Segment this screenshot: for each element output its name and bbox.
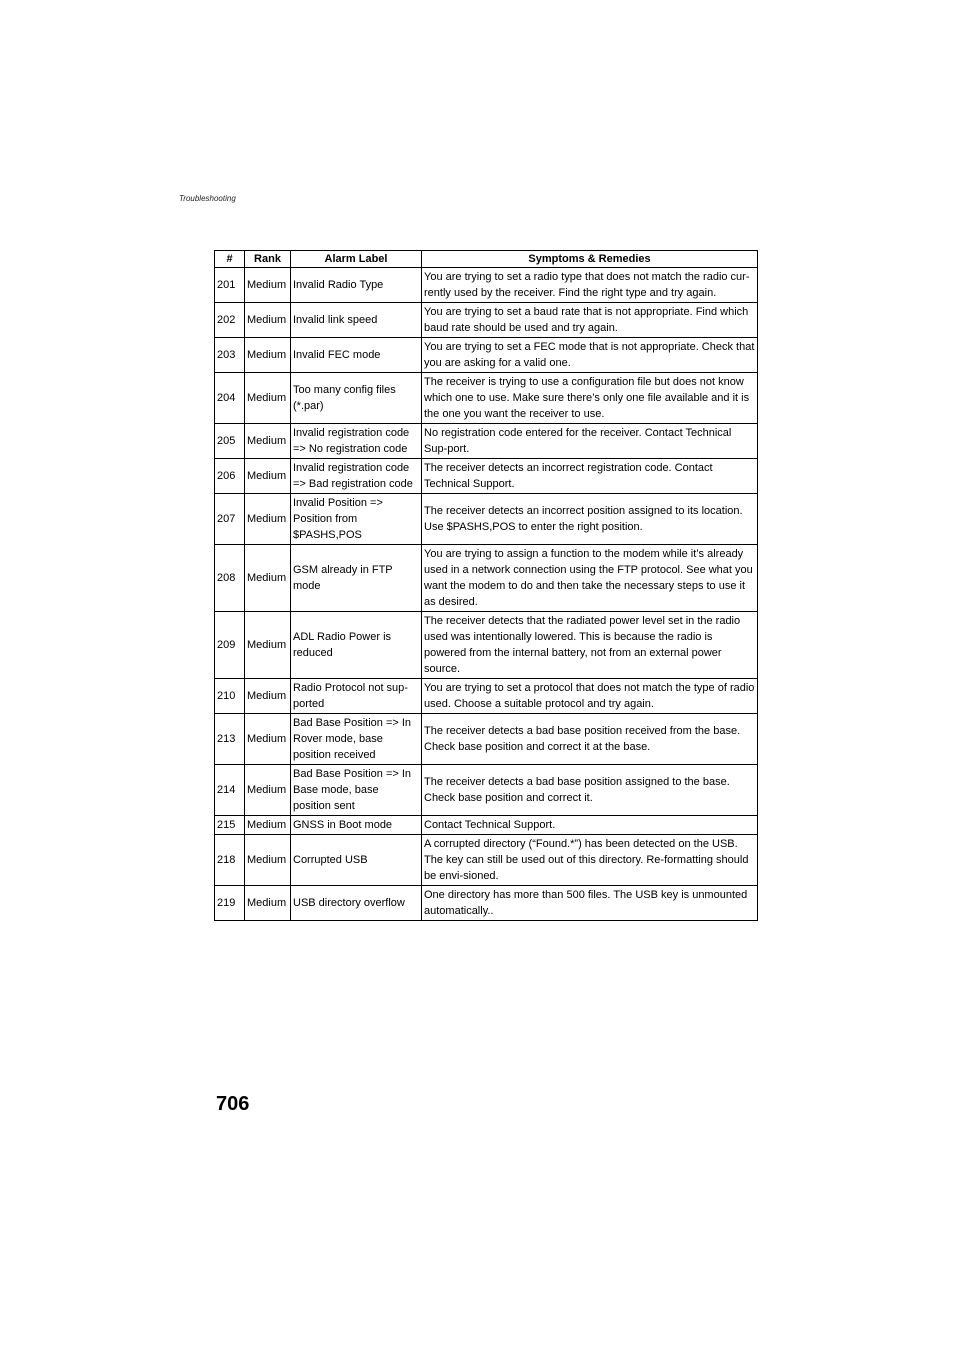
- alarm-label: Corrupted USB: [291, 835, 422, 886]
- alarm-rank: Medium: [245, 714, 291, 765]
- alarm-label: Too many config files (*.par): [291, 373, 422, 424]
- table-row: [215, 338, 758, 373]
- alarm-number: 214: [215, 765, 245, 816]
- table-row: [215, 765, 758, 816]
- alarm-rank: Medium: [245, 303, 291, 338]
- alarm-label: GNSS in Boot mode: [291, 816, 422, 835]
- alarm-rank: Medium: [245, 424, 291, 459]
- table-row: [215, 494, 758, 545]
- column-header-num: #: [215, 251, 245, 268]
- table-row: [215, 679, 758, 714]
- alarm-number: 208: [215, 545, 245, 612]
- table-row: [215, 373, 758, 424]
- alarm-rank: Medium: [245, 816, 291, 835]
- alarm-rank: Medium: [245, 886, 291, 921]
- alarm-label: Radio Protocol not sup-ported: [291, 679, 422, 714]
- alarm-rank: Medium: [245, 494, 291, 545]
- alarm-number: 201: [215, 268, 245, 303]
- table-row: [215, 612, 758, 679]
- alarm-label: Invalid Position => Position from $PASHS,POS: [291, 494, 422, 545]
- alarm-symptoms: You are trying to set a baud rate that is not appropriate. Find which baud rate should be used and try again.: [422, 303, 758, 338]
- alarm-symptoms: Contact Technical Support.: [422, 816, 758, 835]
- table-row: [215, 424, 758, 459]
- alarm-number: 207: [215, 494, 245, 545]
- alarm-label: Invalid FEC mode: [291, 338, 422, 373]
- alarm-symptoms: The receiver detects a bad base position received from the base. Check base position and correct it at the base.: [422, 714, 758, 765]
- page-number: 706: [216, 1093, 250, 1115]
- alarm-number: 215: [215, 816, 245, 835]
- alarm-number: 213: [215, 714, 245, 765]
- alarm-rank: Medium: [245, 679, 291, 714]
- table-row: [215, 268, 758, 303]
- table-row: [215, 545, 758, 612]
- alarm-symptoms: You are trying to set a radio type that does not match the radio cur-rently used by the receiver. Find the right type and try again.: [422, 268, 758, 303]
- column-header-label: Alarm Label: [291, 251, 422, 268]
- table-row: [215, 303, 758, 338]
- alarm-label: Bad Base Position => In Rover mode, base position received: [291, 714, 422, 765]
- alarm-symptoms: The receiver detects an incorrect registration code. Contact Technical Support.: [422, 459, 758, 494]
- alarm-number: 202: [215, 303, 245, 338]
- alarm-label: Invalid Radio Type: [291, 268, 422, 303]
- alarm-label: USB directory overflow: [291, 886, 422, 921]
- alarm-label: Invalid link speed: [291, 303, 422, 338]
- alarm-rank: Medium: [245, 545, 291, 612]
- table-row: [215, 714, 758, 765]
- alarm-rank: Medium: [245, 612, 291, 679]
- table-row: [215, 886, 758, 921]
- alarm-label: Invalid registration code => Bad registration code: [291, 459, 422, 494]
- alarm-number: 210: [215, 679, 245, 714]
- alarm-number: 204: [215, 373, 245, 424]
- alarm-symptoms: No registration code entered for the receiver. Contact Technical Sup-port.: [422, 424, 758, 459]
- alarm-rank: Medium: [245, 459, 291, 494]
- alarm-rank: Medium: [245, 835, 291, 886]
- alarm-rank: Medium: [245, 373, 291, 424]
- alarm-symptoms: You are trying to set a FEC mode that is not appropriate. Check that you are asking for a valid one.: [422, 338, 758, 373]
- alarm-symptoms: One directory has more than 500 files. The USB key is unmounted automatically..: [422, 886, 758, 921]
- alarm-symptoms: The receiver detects an incorrect position assigned to its location. Use $PASHS,POS to enter the right position.: [422, 494, 758, 545]
- alarm-number: 206: [215, 459, 245, 494]
- table-header-row: [215, 251, 758, 268]
- alarm-number: 209: [215, 612, 245, 679]
- alarm-symptoms: The receiver is trying to use a configuration file but does not know which one to use. Make sure there’s only one file available and it is the one you want the receiver to use.: [422, 373, 758, 424]
- alarm-label: ADL Radio Power is reduced: [291, 612, 422, 679]
- alarm-symptoms: You are trying to set a protocol that does not match the type of radio used. Choose a suitable protocol and try again.: [422, 679, 758, 714]
- alarm-label: GSM already in FTP mode: [291, 545, 422, 612]
- alarm-symptoms: The receiver detects a bad base position assigned to the base. Check base position and correct it.: [422, 765, 758, 816]
- alarm-symptoms: A corrupted directory (“Found.*”) has been detected on the USB. The key can still be used out of this directory. Re-formatting should be envi-sioned.: [422, 835, 758, 886]
- table-row: [215, 459, 758, 494]
- alarm-symptoms: You are trying to assign a function to the modem while it’s already used in a network connection using the FTP protocol. See what you want the modem to do and then take the necessary steps to use it as desired.: [422, 545, 758, 612]
- alarm-label: Invalid registration code => No registration code: [291, 424, 422, 459]
- alarm-symptoms: The receiver detects that the radiated power level set in the radio used was intentionally lowered. This is because the radio is powered from the internal battery, not from an external power source.: [422, 612, 758, 679]
- running-head: Troubleshooting: [179, 194, 236, 203]
- alarm-number: 203: [215, 338, 245, 373]
- alarm-table: [214, 250, 758, 921]
- alarm-number: 205: [215, 424, 245, 459]
- alarm-rank: Medium: [245, 268, 291, 303]
- alarm-label: Bad Base Position => In Base mode, base position sent: [291, 765, 422, 816]
- column-header-symptoms: Symptoms & Remedies: [422, 251, 758, 268]
- table-row: [215, 835, 758, 886]
- alarm-number: 219: [215, 886, 245, 921]
- alarm-number: 218: [215, 835, 245, 886]
- column-header-rank: Rank: [245, 251, 291, 268]
- table-row: [215, 816, 758, 835]
- alarm-rank: Medium: [245, 338, 291, 373]
- alarm-rank: Medium: [245, 765, 291, 816]
